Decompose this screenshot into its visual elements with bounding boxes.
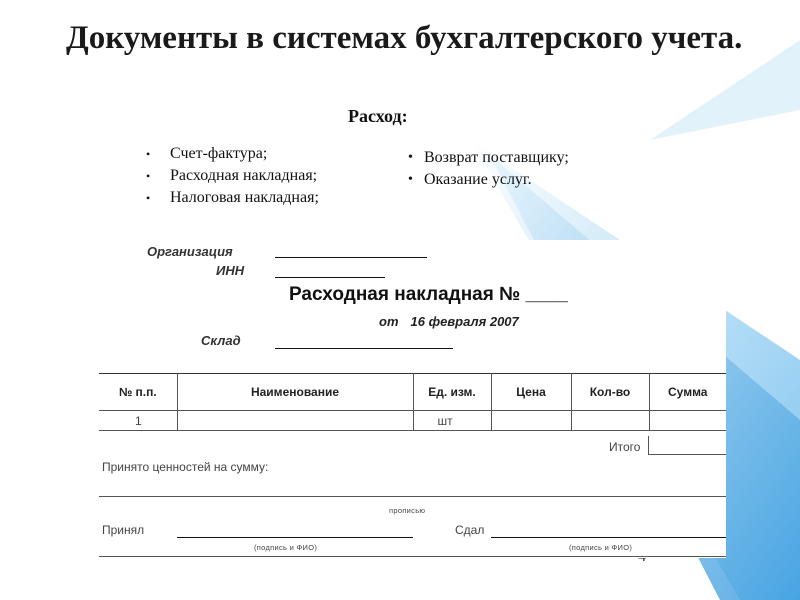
received-signature-line: [177, 537, 413, 538]
list-item: • Налоговая накладная;: [140, 187, 319, 209]
list-item: • Оказание услуг.: [406, 169, 569, 191]
table-row: [99, 411, 726, 431]
date-value: 16 февраля 2007: [410, 314, 519, 329]
document-date: [379, 314, 519, 329]
inn-blank-line: [275, 277, 385, 278]
slide-title: Документы в системах бухгалтерского учета.: [66, 20, 743, 56]
column-header: Наименование: [177, 374, 413, 411]
handed-signature-line: [491, 537, 726, 538]
inn-label: ИНН: [216, 263, 245, 278]
table-cell: [649, 411, 726, 431]
in-words-hint: прописью: [389, 506, 426, 515]
warehouse-label: Склад: [201, 333, 241, 348]
date-prefix: от: [379, 314, 399, 329]
handed-label: Сдал: [455, 523, 485, 537]
column-header: № п.п.: [99, 374, 177, 411]
org-blank-line: [275, 257, 427, 258]
left-bullet-list: [140, 143, 319, 209]
sum-in-words-line: [99, 496, 726, 497]
received-label: Принял: [102, 523, 145, 537]
column-header: Сумма: [649, 374, 726, 411]
column-header: Ед. изм.: [413, 374, 491, 411]
list-item: • Счет-фактура;: [140, 143, 319, 165]
table-cell: 1: [99, 411, 177, 431]
total-label: Итого: [609, 440, 641, 454]
signature-hint-right: (подпись и ФИО): [569, 543, 633, 552]
form-bottom-border: [99, 556, 726, 557]
table-cell: шт: [413, 411, 491, 431]
warehouse-blank-line: [275, 348, 453, 349]
list-item: • Расходная накладная;: [140, 165, 319, 187]
accepted-sum-label: Принято ценностей на сумму:: [102, 460, 269, 474]
right-bullet-list: [406, 147, 569, 191]
list-item: • Возврат поставщику;: [406, 147, 569, 169]
table-cell: [491, 411, 571, 431]
items-table: [99, 373, 726, 431]
invoice-form-image: [99, 240, 726, 558]
total-cell-divider: [648, 436, 649, 455]
column-header: Кол-во: [571, 374, 649, 411]
total-cell-bottom: [648, 454, 726, 455]
table-cell: [571, 411, 649, 431]
document-title: Расходная накладная № ____: [289, 284, 568, 305]
table-header-row: [99, 374, 726, 411]
subheading: Расход:: [348, 106, 408, 126]
org-label: Организация: [147, 244, 233, 259]
column-header: Цена: [491, 374, 571, 411]
signature-hint-left: (подпись и ФИО): [254, 543, 318, 552]
table-cell: [177, 411, 413, 431]
